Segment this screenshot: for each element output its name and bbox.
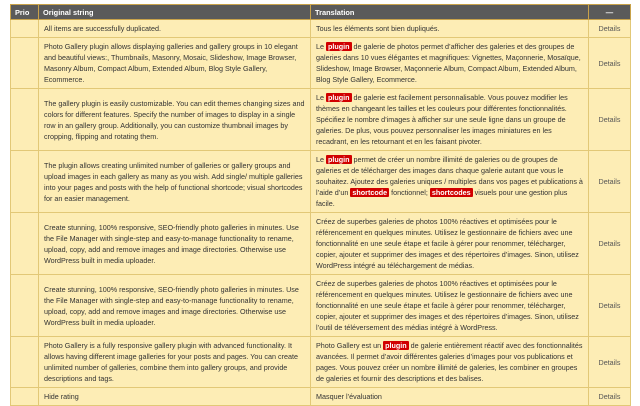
translation-cell — [311, 337, 589, 388]
col-actions: — — [589, 5, 631, 20]
details-link[interactable]: Details — [589, 38, 631, 89]
strings-table — [10, 4, 631, 406]
prio-cell — [11, 337, 39, 388]
table-row[interactable] — [11, 89, 631, 151]
glossary-highlight[interactable]: shortcode — [352, 188, 388, 197]
translation-text: Photo Gallery est un — [316, 341, 384, 350]
original-cell: Photo Gallery plugin allows displaying galleries and gallery groups in 10 elegant and beautiful views:, Thumbnails, Masonry, Mosaic, Slideshow, Image Browser, Masonry Album, Compact Album, Extended Album, Blog Style Gallery, Ecommerce. — [39, 38, 311, 89]
translation-text: de galerie est facilement personnalisable. Vous pouvez modifier les thèmes en changeant les tailles et les couleurs pour différentes fonctionnalités. Spécifiez le nombre d’images à afficher sur une seule ligne dans un groupe de galeries. De plus, vous pouvez personnaliser les images miniatures en les recadrant, en les retournant et en les faisant pivoter. — [316, 93, 568, 146]
translation-text: de galerie de photos permet d’afficher des galeries et des groupes de galeries dans 10 vues élégantes et magnifiques: Vignettes, Maçonnerie, Mosaïque, Slideshow, Image Browser, Maçonnerie Album, Compact Album, Extended Album, Blog Style Gallery, Ecommerce. — [316, 42, 581, 84]
translation-cell — [311, 38, 589, 89]
table-row[interactable] — [11, 20, 631, 38]
original-cell: The plugin allows creating unlimited number of galleries or gallery groups and upload images in each gallery as many as you wish. Add single/ multiple galleries into your pages and posts with the help of functional shortcode; visual shortcodes for an easier management. — [39, 151, 311, 213]
translation-cell — [311, 151, 589, 213]
prio-cell — [11, 275, 39, 337]
table-row[interactable] — [11, 38, 631, 89]
original-cell: Create stunning, 100% responsive, SEO-friendly photo galleries in minutes. Use the File Manager with single-step and easy-to-manage functionality to rename, upload, copy, add and remove images and image directories. Otherwise use WordPress built in media uploader. — [39, 275, 311, 337]
col-original[interactable]: Original string — [39, 5, 311, 20]
prio-cell — [11, 38, 39, 89]
details-link[interactable]: Details — [589, 337, 631, 388]
details-link[interactable]: Details — [589, 388, 631, 406]
original-cell: Photo Gallery is a fully responsive gallery plugin with advanced functionality. It allows having different image galleries for your posts and pages. You can create unlimited number of galleries, combine them into gallery groups, and provide descriptions and tags. — [39, 337, 311, 388]
original-cell: Hide rating — [39, 388, 311, 406]
translation-text: Le — [316, 42, 326, 51]
glossary-highlight[interactable]: plugin — [328, 42, 350, 51]
translation-text: visuels pour une gestion plus facile. — [316, 188, 568, 208]
translation-cell: Masquer l’évaluation — [311, 388, 589, 406]
original-cell: The gallery plugin is easily customizable. You can edit themes changing sizes and colors for different features. Specify the number of images to display in a single row in an gallery group. Additionally, you can customize thumbnail images by cropping, flipping and rotating them. — [39, 89, 311, 151]
original-cell: Create stunning, 100% responsive, SEO-friendly photo galleries in minutes. Use the File Manager with single-step and easy-to-manage functionality to rename, upload, copy, add and remove images and image directories. Otherwise use WordPress built in media uploader. — [39, 213, 311, 275]
glossary-highlight[interactable]: shortcodes — [431, 188, 471, 197]
glossary-highlight[interactable]: plugin — [328, 93, 350, 102]
translation-text: fonctionnel; — [389, 188, 430, 197]
details-link[interactable]: Details — [589, 89, 631, 151]
table-header-row — [11, 5, 631, 20]
col-prio[interactable]: Prio — [11, 5, 39, 20]
table-row[interactable] — [11, 213, 631, 275]
translation-text: permet de créer un nombre illimité de galeries ou de groupes de galeries et de télécharger des images dans chaque galerie autant que vous le souhaitez. Ajoutez des galeries uniques / multiples dans vos pages et publications à l’aide d’un — [316, 155, 583, 197]
original-cell: All items are successfully duplicated. — [39, 20, 311, 38]
prio-cell — [11, 20, 39, 38]
table-row[interactable] — [11, 151, 631, 213]
table-row[interactable] — [11, 388, 631, 406]
translation-text: Le — [316, 93, 326, 102]
table-row[interactable] — [11, 275, 631, 337]
details-link[interactable]: Details — [589, 151, 631, 213]
glossary-highlight[interactable]: plugin — [385, 341, 407, 350]
translation-cell: Tous les éléments sont bien dupliqués. — [311, 20, 589, 38]
translation-text: Le — [316, 155, 326, 164]
prio-cell — [11, 213, 39, 275]
details-link[interactable]: Details — [589, 275, 631, 337]
translation-cell — [311, 89, 589, 151]
col-translation[interactable]: Translation — [311, 5, 589, 20]
details-link[interactable]: Details — [589, 213, 631, 275]
prio-cell — [11, 388, 39, 406]
prio-cell — [11, 151, 39, 213]
translation-cell: Créez de superbes galeries de photos 100% réactives et optimisées pour le référencement en quelques minutes. Utilisez le gestionnaire de fichiers avec une fonctionnalité en une seule étape et facile à gérer pour renommer, télécharger, copier, ajouter et supprimer des images et des répertoires d’images. Sinon, utilisez WordPress intégré au téléchargement de médias. — [311, 213, 589, 275]
prio-cell — [11, 89, 39, 151]
table-row[interactable] — [11, 337, 631, 388]
details-link[interactable]: Details — [589, 20, 631, 38]
glossary-highlight[interactable]: plugin — [328, 155, 350, 164]
translation-text: de galerie entièrement réactif avec des fonctionnalités avancées. Il permet d’avoir différentes galeries d’images pour vos publications et pages. Vous pouvez créer un nombre illimité de galeries, les combiner en groupes de galeries et fournir des descriptions et des balises. — [316, 341, 583, 383]
translation-cell: Créez de superbes galeries de photos 100% réactives et optimisées pour le référencement en quelques minutes. Utilisez le gestionnaire de fichiers avec une fonctionnalité en une seule étape et facile à gérer pour renommer, télécharger, copier, ajouter et supprimer des images et des répertoires d’images. Sinon, utilisez l’outil de téléversement des médias intégré à WordPress. — [311, 275, 589, 337]
